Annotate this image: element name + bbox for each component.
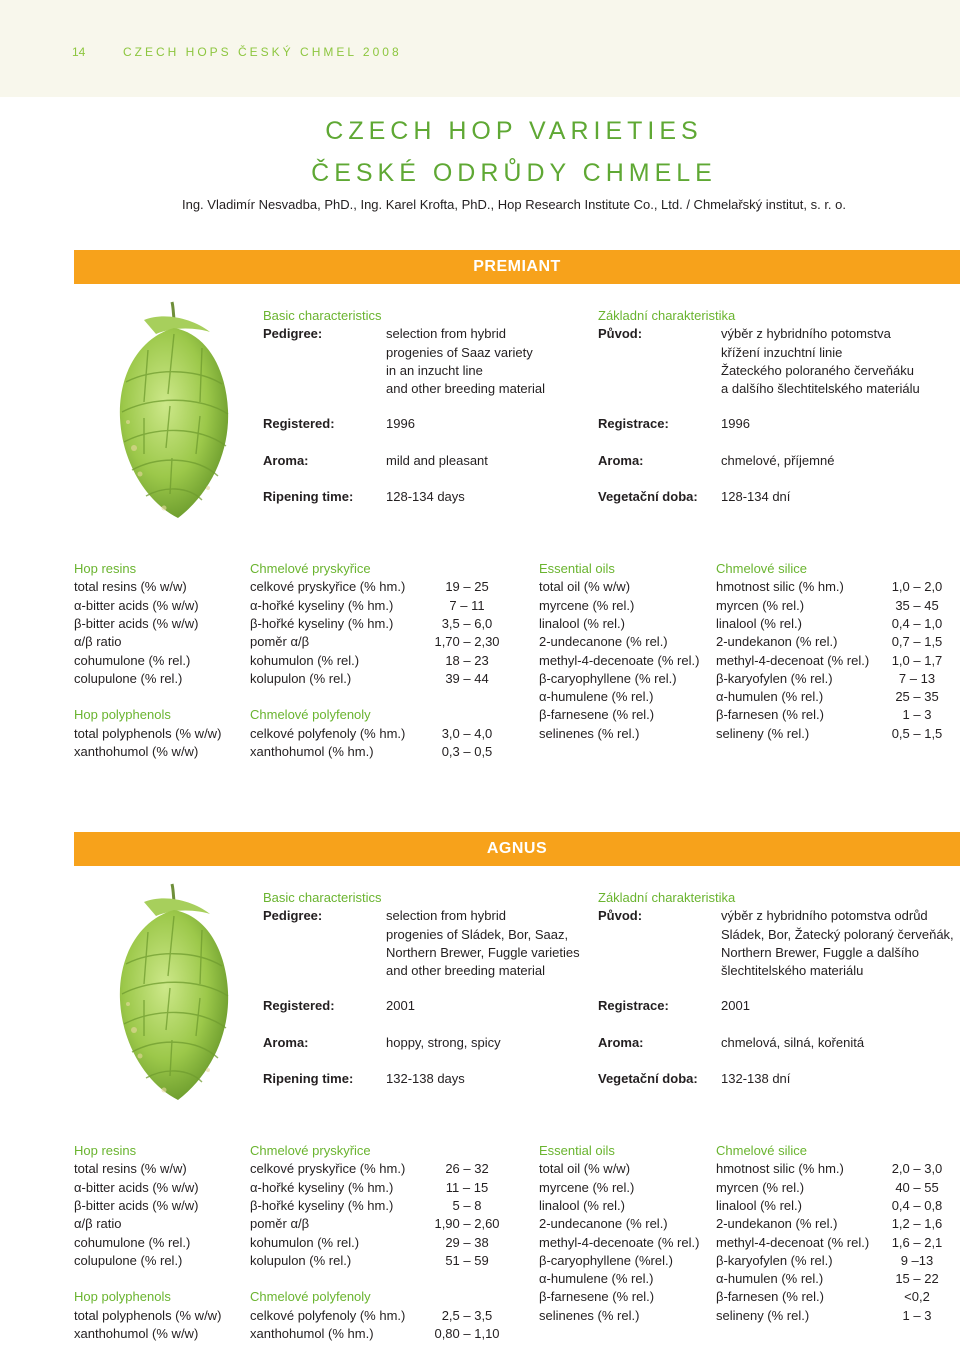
oil-row-en: β-caryophyllene (% rel.) xyxy=(539,670,677,686)
resin-row-cz: kohumulon (% rel.) xyxy=(250,652,360,668)
aroma-label-cz: Aroma: xyxy=(598,453,644,468)
oil-row-en: methyl-4-decenoate (% rel.) xyxy=(539,652,700,668)
resin-row-cz: α-hořké kyseliny (% hm.) xyxy=(250,597,394,613)
registered-label-cz: Registrace: xyxy=(598,416,669,431)
resin-row-cz: celkové pryskyřice (% hm.) xyxy=(250,1161,406,1177)
polyphenol-row-en: xanthohumol (% w/w) xyxy=(74,744,199,759)
oil-row-value: 1,6 – 2,1 xyxy=(891,1234,943,1250)
resin-row-value: 39 – 44 xyxy=(445,670,489,686)
hop-cone-image xyxy=(104,880,244,1110)
ripening-value-cz: 128-134 dní xyxy=(721,489,791,504)
resin-row-value: 26 – 32 xyxy=(445,1161,489,1177)
resin-row-value: 7 – 11 xyxy=(449,597,485,613)
pedigree-text: selection from hybrid progenies of Sládek, Bor, Saaz, Northern Brewer, Fuggle varieties and other breeding material xyxy=(386,908,580,979)
registered-value: 1996 xyxy=(386,416,415,431)
polyphenol-row-en: total polyphenols (% w/w) xyxy=(74,725,222,741)
oil-row-cz: hmotnost silic (% hm.) xyxy=(716,1161,844,1177)
polyphenol-row-en: total polyphenols (% w/w) xyxy=(74,1307,222,1323)
oil-row-cz: linalool (% rel.) xyxy=(716,1197,802,1213)
oil-row-cz: linalool (% rel.) xyxy=(716,615,802,631)
resin-row-en: colupulone (% rel.) xyxy=(74,1252,183,1268)
oil-row-en: α-humulene (% rel.) xyxy=(539,689,654,705)
oil-row-en: total oil (% w/w) xyxy=(539,579,631,595)
resin-row-value: 51 – 59 xyxy=(445,1252,489,1268)
oil-row-value: 25 – 35 xyxy=(895,689,939,705)
hop-polyphenols-heading: Hop polyphenols xyxy=(74,1289,171,1305)
oil-row-en: 2-undecanone (% rel.) xyxy=(539,1216,668,1232)
resin-row-en: cohumulone (% rel.) xyxy=(74,652,191,668)
resin-row-en: α-bitter acids (% w/w) xyxy=(74,597,199,613)
oil-row-value: 0,4 – 1,0 xyxy=(891,615,943,631)
polyphenol-row-value: 0,3 – 0,5 xyxy=(441,744,493,759)
hop-cone-image xyxy=(104,298,244,528)
registered-value-cz: 1996 xyxy=(721,416,750,431)
essential-oils-heading: Essential oils xyxy=(539,561,615,576)
puvod-text: výběr z hybridního potomstva odrůd Sládek, Bor, Žatecký poloraný červeňák, Northern Brewer, Fuggle a dalšího šlechtitelského materiálu xyxy=(721,908,954,979)
aroma-label-cz: Aroma: xyxy=(598,1035,644,1050)
chmelove-polyfenoly-heading: Chmelové polyfenoly xyxy=(250,707,371,723)
polyphenol-row-value: 0,80 – 1,10 xyxy=(434,1326,500,1341)
resin-row-cz: kolupulon (% rel.) xyxy=(250,1252,352,1268)
chmelove-silice-heading: Chmelové silice xyxy=(716,561,808,576)
page-title-czech: ČESKÉ ODRŮDY CHMELE xyxy=(311,159,717,187)
resin-row-cz: β-hořké kyseliny (% hm.) xyxy=(250,615,394,631)
polyphenol-row-cz: celkové polyfenoly (% hm.) xyxy=(250,725,406,741)
polyphenol-row-cz: celkové polyfenoly (% hm.) xyxy=(250,1307,406,1323)
resin-row-value: 1,90 – 2,60 xyxy=(434,1216,500,1232)
oil-row-en: methyl-4-decenoate (% rel.) xyxy=(539,1234,700,1250)
resin-row-en: β-bitter acids (% w/w) xyxy=(74,1197,199,1213)
polyphenol-row-cz: xanthohumol (% hm.) xyxy=(250,1326,374,1341)
oil-row-cz: β-farnesen (% rel.) xyxy=(716,1289,824,1305)
ripening-value: 128-134 days xyxy=(386,489,465,504)
registered-label-cz: Registrace: xyxy=(598,998,669,1013)
oil-row-value: 0,7 – 1,5 xyxy=(891,634,943,650)
ripening-label: Ripening time: xyxy=(263,1071,354,1086)
aroma-value-cz: chmelové, příjemné xyxy=(721,453,835,468)
polyphenol-row-en: xanthohumol (% w/w) xyxy=(74,1326,199,1341)
aroma-value-cz: chmelová, silná, kořenitá xyxy=(721,1035,865,1050)
oil-row-cz: β-karyofylen (% rel.) xyxy=(716,670,833,686)
oil-row-en: α-humulene (% rel.) xyxy=(539,1271,654,1287)
oil-row-en: linalool (% rel.) xyxy=(539,1197,625,1213)
aroma-label: Aroma: xyxy=(263,453,309,468)
registered-label: Registered: xyxy=(263,416,335,431)
basic-heading-en: Basic characteristics xyxy=(263,890,382,905)
pedigree-label: Pedigree: xyxy=(263,908,323,924)
resin-row-en: α/β ratio xyxy=(74,634,122,650)
oil-row-en: β-farnesene (% rel.) xyxy=(539,707,655,723)
oil-row-value: 40 – 55 xyxy=(895,1179,939,1195)
oil-row-cz: methyl-4-decenoat (% rel.) xyxy=(716,652,870,668)
oil-row-en: myrcene (% rel.) xyxy=(539,1179,635,1195)
polyphenol-row-cz: xanthohumol (% hm.) xyxy=(250,744,374,759)
oil-row-cz: methyl-4-decenoat (% rel.) xyxy=(716,1234,870,1250)
running-title: CZECH HOPS ČESKÝ CHMEL 2008 xyxy=(123,45,402,59)
oil-row-value: 15 – 22 xyxy=(895,1271,939,1287)
polyphenol-row-value: 3,0 – 4,0 xyxy=(441,725,493,741)
oil-row-value: 1,2 – 1,6 xyxy=(891,1216,943,1232)
oil-row-value: 1 – 3 xyxy=(902,1307,932,1323)
resin-row-cz: celkové pryskyřice (% hm.) xyxy=(250,579,406,595)
oil-row-en: myrcene (% rel.) xyxy=(539,597,635,613)
oil-row-value: 0,5 – 1,5 xyxy=(891,725,943,741)
oil-row-en: β-caryophyllene (%rel.) xyxy=(539,1252,673,1268)
oil-row-cz: selineny (% rel.) xyxy=(716,1307,810,1323)
ripening-label-cz: Vegetační doba: xyxy=(598,1071,698,1086)
oil-row-cz: myrcen (% rel.) xyxy=(716,597,805,613)
resin-row-cz: α-hořké kyseliny (% hm.) xyxy=(250,1179,394,1195)
oil-row-value: 7 – 13 xyxy=(898,670,936,686)
resin-row-en: α-bitter acids (% w/w) xyxy=(74,1179,199,1195)
resin-row-cz: β-hořké kyseliny (% hm.) xyxy=(250,1197,394,1213)
resin-row-value: 29 – 38 xyxy=(445,1234,489,1250)
ripening-label-cz: Vegetační doba: xyxy=(598,489,698,504)
oil-row-value: 2,0 – 3,0 xyxy=(891,1161,943,1177)
oil-row-en: β-farnesene (% rel.) xyxy=(539,1289,655,1305)
pedigree-text: selection from hybrid progenies of Saaz variety in an inzucht line and other breeding material xyxy=(386,326,545,397)
oil-row-cz: selineny (% rel.) xyxy=(716,725,810,741)
hop-resins-heading: Hop resins xyxy=(74,561,137,576)
polyphenol-row-value: 2,5 – 3,5 xyxy=(441,1307,493,1323)
puvod-label: Původ: xyxy=(598,908,643,924)
oil-row-value: 0,4 – 0,8 xyxy=(891,1197,943,1213)
resin-row-cz: kolupulon (% rel.) xyxy=(250,670,352,686)
resin-row-value: 1,70 – 2,30 xyxy=(434,634,500,650)
oil-row-value: 1 – 3 xyxy=(902,707,932,723)
variety-title-bar: AGNUS xyxy=(74,832,960,866)
variety-title-bar: PREMIANT xyxy=(74,250,960,284)
resin-row-en: total resins (% w/w) xyxy=(74,579,187,595)
resin-row-cz: poměr α/β xyxy=(250,634,310,650)
chmelove-pryskyrice-heading: Chmelové pryskyřice xyxy=(250,561,371,576)
registered-value-cz: 2001 xyxy=(721,998,750,1013)
aroma-label: Aroma: xyxy=(263,1035,309,1050)
puvod-label: Původ: xyxy=(598,326,643,342)
page-title: CZECH HOP VARIETIES xyxy=(325,117,703,145)
oil-row-value: 35 – 45 xyxy=(895,597,939,613)
resin-row-en: colupulone (% rel.) xyxy=(74,670,183,686)
oil-row-cz: β-karyofylen (% rel.) xyxy=(716,1252,833,1268)
oil-row-value: 1,0 – 1,7 xyxy=(891,652,943,668)
oil-row-en: total oil (% w/w) xyxy=(539,1161,631,1177)
oil-row-value: 9 –13 xyxy=(900,1252,934,1268)
resin-row-en: α/β ratio xyxy=(74,1216,122,1232)
puvod-text: výběr z hybridního potomstva křížení inzuchtní linie Žateckého poloraného červeňáku a dalšího šlechtitelského materiálu xyxy=(721,326,920,397)
chmelove-polyfenoly-heading: Chmelové polyfenoly xyxy=(250,1289,371,1305)
oil-row-cz: α-humulen (% rel.) xyxy=(716,1271,824,1287)
resin-row-cz: kohumulon (% rel.) xyxy=(250,1234,360,1250)
oil-row-cz: β-farnesen (% rel.) xyxy=(716,707,824,723)
oil-row-en: selinenes (% rel.) xyxy=(539,725,640,741)
aroma-value: mild and pleasant xyxy=(386,453,488,468)
resin-row-value: 18 – 23 xyxy=(445,652,489,668)
basic-heading-cz: Základní charakteristika xyxy=(598,308,736,323)
resin-row-cz: poměr α/β xyxy=(250,1216,310,1232)
oil-row-en: linalool (% rel.) xyxy=(539,615,625,631)
essential-oils-heading: Essential oils xyxy=(539,1143,615,1158)
resin-row-value: 5 – 8 xyxy=(452,1197,482,1213)
aroma-value: hoppy, strong, spicy xyxy=(386,1035,501,1050)
oil-row-en: 2-undecanone (% rel.) xyxy=(539,634,668,650)
resin-row-value: 3,5 – 6,0 xyxy=(441,615,493,631)
oil-row-en: selinenes (% rel.) xyxy=(539,1307,640,1323)
ripening-value: 132-138 days xyxy=(386,1071,465,1086)
registered-value: 2001 xyxy=(386,998,415,1013)
chmelove-pryskyrice-heading: Chmelové pryskyřice xyxy=(250,1143,371,1158)
ripening-value-cz: 132-138 dní xyxy=(721,1071,791,1086)
page-number: 14 xyxy=(72,45,86,59)
oil-row-value: <0,2 xyxy=(904,1289,930,1305)
ripening-label: Ripening time: xyxy=(263,489,354,504)
oil-row-cz: 2-undekanon (% rel.) xyxy=(716,634,838,650)
hop-resins-heading: Hop resins xyxy=(74,1143,137,1158)
basic-heading-en: Basic characteristics xyxy=(263,308,382,323)
basic-heading-cz: Základní charakteristika xyxy=(598,890,736,905)
oil-row-cz: α-humulen (% rel.) xyxy=(716,689,824,705)
authors-line: Ing. Vladimír Nesvadba, PhD., Ing. Karel Krofta, PhD., Hop Research Institute Co., Ltd. / Chmelařský institut, s. r. o. xyxy=(181,197,846,212)
resin-row-value: 11 – 15 xyxy=(445,1179,489,1195)
oil-row-cz: myrcen (% rel.) xyxy=(716,1179,805,1195)
resin-row-value: 19 – 25 xyxy=(445,579,489,595)
pedigree-label: Pedigree: xyxy=(263,326,323,342)
registered-label: Registered: xyxy=(263,998,335,1013)
resin-row-en: total resins (% w/w) xyxy=(74,1161,187,1177)
oil-row-cz: hmotnost silic (% hm.) xyxy=(716,579,844,595)
chmelove-silice-heading: Chmelové silice xyxy=(716,1143,808,1158)
oil-row-value: 1,0 – 2,0 xyxy=(891,579,943,595)
oil-row-cz: 2-undekanon (% rel.) xyxy=(716,1216,838,1232)
hop-polyphenols-heading: Hop polyphenols xyxy=(74,707,171,723)
resin-row-en: cohumulone (% rel.) xyxy=(74,1234,191,1250)
resin-row-en: β-bitter acids (% w/w) xyxy=(74,615,199,631)
